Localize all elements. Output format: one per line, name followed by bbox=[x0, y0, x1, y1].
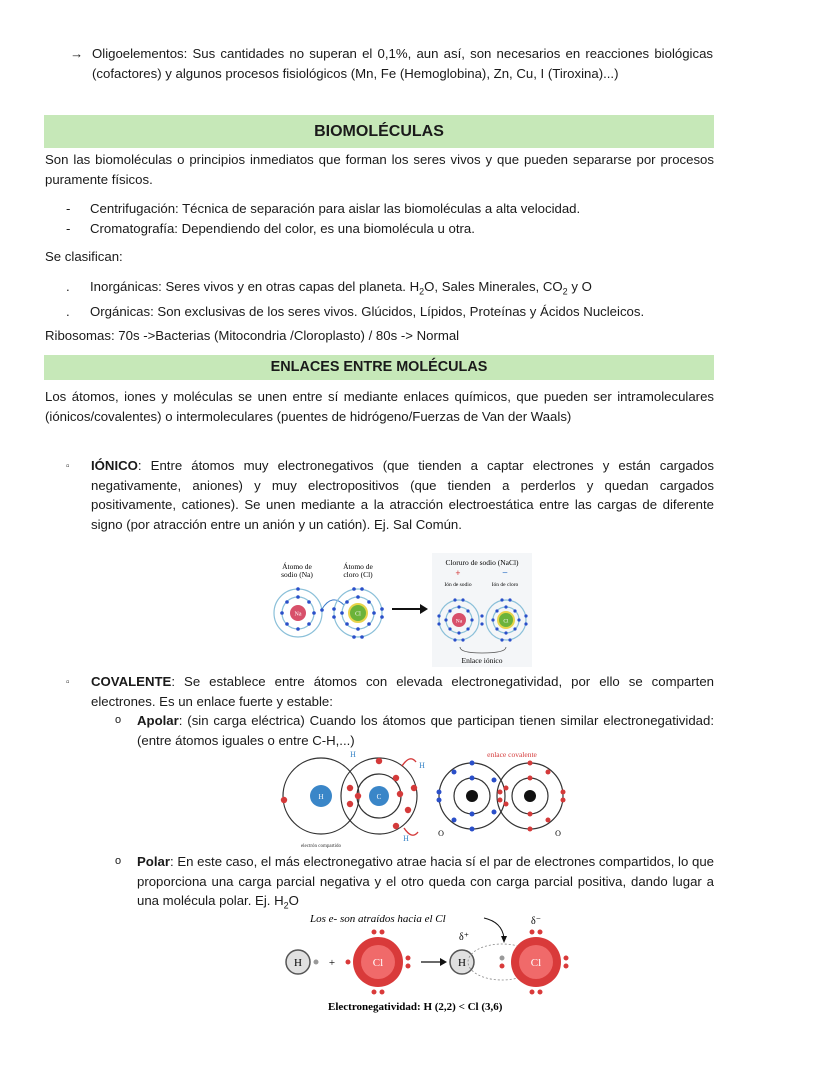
polar-figure-title: Los e- son atraídos hacia el Cl bbox=[310, 913, 446, 925]
svg-text:O: O bbox=[555, 829, 561, 838]
ionic-bond-figure bbox=[270, 553, 532, 667]
apolar-text: : (sin carga eléctrica) Cuando los átomos que participan tienen similar electronegatividad: (entre átomos iguales o entre C-H,...) bbox=[137, 713, 714, 748]
polar-covalent-figure bbox=[276, 910, 576, 1014]
enlaces-intro: Los átomos, iones y moléculas se unen entre sí mediante enlaces químicos, que pueden ser intramoleculares (iónicos/covalentes) o intermoleculares (puentes de hidrógeno/Fuerzas de Van der Waals) bbox=[45, 389, 714, 424]
svg-text:O: O bbox=[438, 829, 444, 838]
svg-text:H: H bbox=[318, 793, 324, 801]
ionico-text: : Entre átomos muy electronegativos (que tienden a captar electrones y están cargados negativamente, aniones) y muy electropositivos (que tienden a perderlos y quedan cargados positivamente, cationes). Se unen mediante a la atracción electroestática entre las cargas de diferente signo (por atracción entre un anión y un catión). Ej. Sal Común. bbox=[91, 458, 714, 532]
h-atom-left: H bbox=[294, 957, 302, 969]
apolar-item bbox=[110, 711, 714, 750]
apolar-covalent-figure bbox=[276, 748, 576, 850]
nacl-title: Cloruro de sodio (NaCl) bbox=[445, 558, 519, 567]
classify-intro: Se clasifican: bbox=[45, 249, 123, 264]
covalent-bond-label: enlace covalente bbox=[487, 750, 537, 759]
dash-bullet: - bbox=[66, 220, 71, 236]
list-item bbox=[66, 199, 716, 219]
svg-text:C: C bbox=[376, 793, 382, 801]
polar-label: Polar bbox=[137, 854, 170, 869]
biomoleculas-heading: BIOMOLÉCULAS bbox=[44, 115, 714, 148]
method-cromatografia: Cromatografía: Dependiendo del color, es una biomolécula u otra. bbox=[90, 220, 475, 236]
square-bullet-icon: ▫ bbox=[66, 461, 70, 472]
covalente-label: COVALENTE bbox=[91, 674, 172, 689]
svg-text:Na: Na bbox=[294, 611, 302, 618]
biomoleculas-definition: Son las biomoléculas o principios inmediatos que forman los seres vivos y que pueden separarse por procesos puramente físicos. bbox=[45, 152, 714, 187]
shared-electron-label: electrón compartido bbox=[300, 844, 342, 849]
ionico-item bbox=[66, 456, 714, 534]
chlorine-atom-icon bbox=[332, 587, 384, 639]
polar-text: : En este caso, el más electronegativo atrae hacia sí el par de electrones compartidos, lo que proporciona una carga parcial negativa y el otro queda con carga parcial positiva, dando lugar a una molécula polar. Ej. $H_2O$ bbox=[137, 854, 714, 911]
arrow-right-icon bbox=[440, 958, 447, 966]
cl-atom-left: Cl bbox=[372, 957, 384, 969]
list-item bbox=[66, 302, 716, 322]
dot-bullet: . bbox=[66, 304, 70, 320]
arrow-right-icon bbox=[420, 604, 428, 614]
oligoelementos-text: Oligoelementos: Sus cantidades no superan el 0,1%, aun así, son necesarios en reacciones biológicas (cofactores) y algunos procesos fisiológicos (Mn, Fe (Hemoglobina), Zn, Cu, I (Tiroxina)...) bbox=[92, 46, 713, 81]
dot-bullet: . bbox=[66, 279, 70, 294]
circle-bullet-icon: o bbox=[115, 855, 122, 867]
svg-text:δ⁻: δ⁻ bbox=[531, 916, 541, 927]
svg-text:H: H bbox=[350, 750, 356, 759]
cl-atom-right: Cl bbox=[530, 957, 542, 969]
square-bullet-icon: ▫ bbox=[66, 677, 70, 688]
oxygen-bond-diagram bbox=[437, 750, 566, 838]
ionic-caption: Enlace iónico bbox=[461, 656, 503, 665]
svg-text:+: + bbox=[455, 568, 461, 578]
arrow-bullet-icon: → bbox=[70, 46, 84, 61]
covalente-text: : Se establece entre átomos con elevada electronegatividad, por ello se comparten electrones. Es un enlace fuerte y estable: bbox=[91, 674, 714, 709]
classes-list bbox=[66, 277, 716, 322]
na-atom-label-2: sodio (Na) bbox=[281, 570, 313, 579]
enlaces-heading: ENLACES ENTRE MOLÉCULAS bbox=[44, 355, 714, 380]
ionico-label: IÓNICO bbox=[91, 458, 138, 473]
circle-bullet-icon: o bbox=[115, 714, 122, 726]
method-centrifugacion: Centrifugación: Técnica de separación para aislar las biomoléculas a alta velocidad. bbox=[90, 201, 581, 216]
svg-text:−: − bbox=[502, 568, 508, 579]
oligoelementos-item bbox=[70, 44, 713, 83]
svg-text:Cl: Cl bbox=[355, 611, 361, 618]
ion-cl-label: Ión de cloro bbox=[491, 582, 519, 588]
ribosomas-line: Ribosomas: 70s ->Bacterias (Mitocondria /Cloroplasto) / 80s -> Normal bbox=[45, 328, 460, 343]
svg-text:H: H bbox=[403, 834, 409, 843]
cl-atom-label-2: cloro (Cl) bbox=[343, 570, 373, 579]
svg-text:+: + bbox=[328, 957, 336, 969]
cl-atom-label-1: Átomo de bbox=[343, 562, 373, 571]
svg-text:Na: Na bbox=[455, 618, 463, 625]
apolar-label: Apolar bbox=[137, 713, 179, 728]
svg-text:Cl: Cl bbox=[503, 618, 509, 625]
list-item bbox=[66, 277, 716, 302]
list-item bbox=[66, 219, 716, 239]
class-organicas: Orgánicas: Son exclusivas de los seres vivos. Glúcidos, Lípidos, Proteínas y Ácidos Nucleicos. bbox=[90, 304, 645, 320]
h-atom-right: H bbox=[458, 957, 466, 969]
methane-bond-diagram bbox=[281, 750, 425, 849]
dash-bullet: - bbox=[66, 201, 71, 216]
sodium-atom-icon bbox=[274, 587, 324, 637]
na-atom-label-1: Átomo de bbox=[282, 562, 312, 571]
svg-text:δ⁺: δ⁺ bbox=[459, 932, 469, 943]
polar-item bbox=[110, 852, 714, 916]
class-inorganicas: Inorgánicas: Seres vivos y en otras capas del planeta. $H_2O$, Sales Minerales, $CO_2$ y O bbox=[90, 279, 592, 297]
covalente-item bbox=[66, 672, 714, 711]
svg-text:H: H bbox=[419, 761, 425, 770]
electronegativity-line: Electronegatividad: H (2,2) < Cl (3,6) bbox=[328, 1001, 503, 1013]
methods-list bbox=[66, 199, 716, 238]
ion-na-label: Ión de sodio bbox=[444, 582, 472, 588]
